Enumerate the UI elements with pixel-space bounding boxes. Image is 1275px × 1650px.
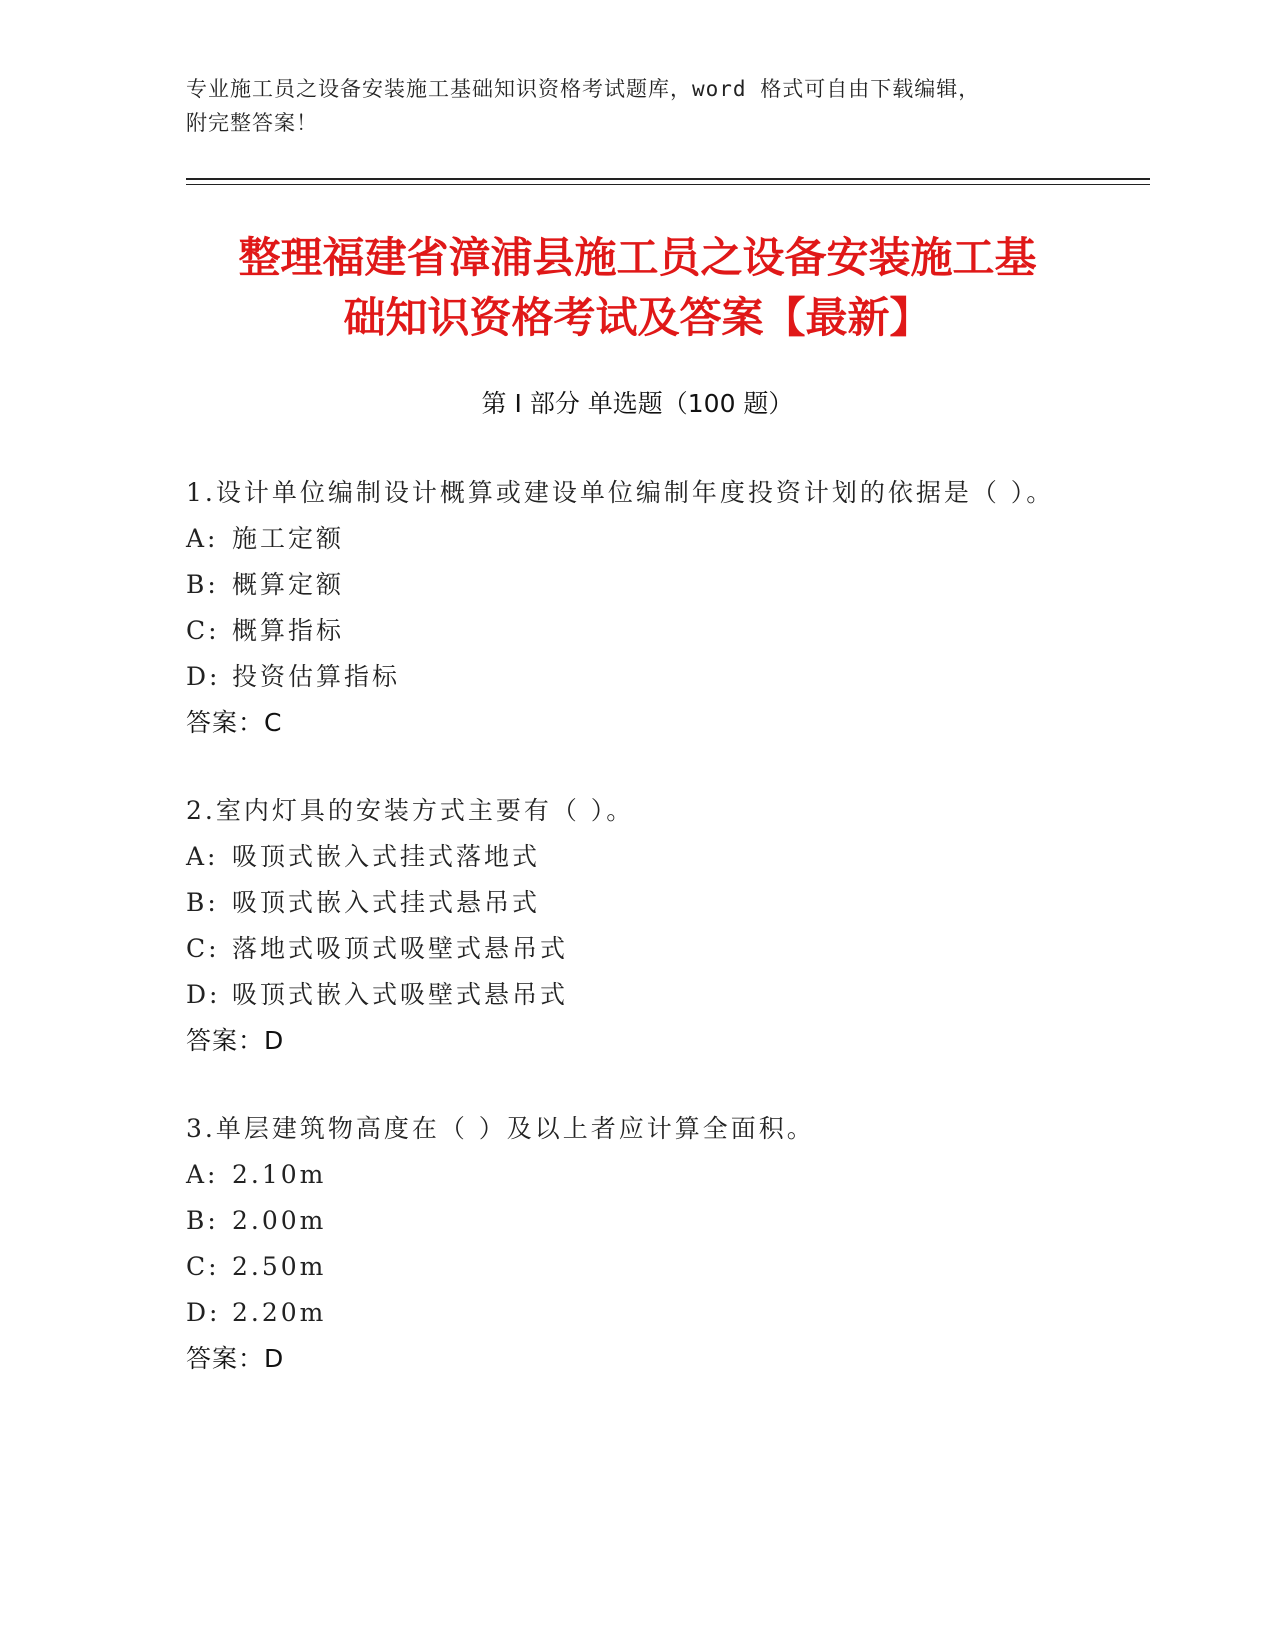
- option-c: [186, 1244, 1076, 1290]
- option-c: [186, 926, 1076, 972]
- option-text: 落地式吸顶式吸壁式悬吊式: [232, 934, 569, 963]
- question-item: [186, 788, 1076, 1064]
- option-a: [186, 834, 1076, 880]
- option-key: A:: [186, 842, 219, 871]
- option-d: [186, 1290, 1076, 1336]
- option-key: C:: [186, 1252, 220, 1281]
- option-key: B:: [186, 888, 219, 917]
- option-c: [186, 608, 1076, 654]
- option-d: [186, 654, 1076, 700]
- option-text: 吸顶式嵌入式吸壁式悬吊式: [232, 980, 569, 1009]
- section-heading: 第 I 部分 单选题（100 题）: [481, 389, 794, 418]
- document-title-line-1: 整理福建省漳浦县施工员之设备安装施工基: [238, 233, 1037, 282]
- option-key: B:: [186, 1206, 219, 1235]
- option-text: 2.20m: [232, 1298, 327, 1327]
- option-a: [186, 1152, 1076, 1198]
- document-title-line-2: 础知识资格考试及答案【最新】: [343, 293, 932, 342]
- answer-line: 答案：C: [186, 708, 283, 737]
- option-text: 2.10m: [232, 1160, 327, 1189]
- option-text: 2.50m: [232, 1252, 327, 1281]
- option-key: D:: [186, 980, 221, 1009]
- option-key: C:: [186, 616, 220, 645]
- option-key: C:: [186, 934, 220, 963]
- header-note-line-2: 附完整答案！: [186, 111, 318, 135]
- option-text: 施工定额: [232, 524, 345, 553]
- document-title: [150, 228, 1125, 348]
- question-item: [186, 1106, 1076, 1382]
- question-list: [186, 470, 1076, 1424]
- header-note-line-1: 专业施工员之设备安装施工基础知识资格考试题库，word 格式可自由下载编辑，: [186, 77, 981, 101]
- option-b: [186, 1198, 1076, 1244]
- answer-line: 答案：D: [186, 1026, 285, 1055]
- option-key: A:: [186, 1160, 219, 1189]
- option-a: [186, 516, 1076, 562]
- question-stem: 1.设计单位编制设计概算或建设单位编制年度投资计划的依据是（ ）。: [186, 478, 1055, 507]
- option-text: 2.00m: [232, 1206, 327, 1235]
- option-key: A:: [186, 524, 219, 553]
- option-key: B:: [186, 570, 219, 599]
- option-b: [186, 562, 1076, 608]
- option-text: 概算定额: [232, 570, 345, 599]
- question-stem: 2.室内灯具的安装方式主要有（ ）。: [186, 796, 635, 825]
- option-text: 投资估算指标: [232, 662, 401, 691]
- option-key: D:: [186, 662, 221, 691]
- header-note: [186, 72, 1066, 140]
- option-d: [186, 972, 1076, 1018]
- question-item: [186, 470, 1076, 746]
- option-text: 吸顶式嵌入式挂式悬吊式: [232, 888, 541, 917]
- option-b: [186, 880, 1076, 926]
- answer-line: 答案：D: [186, 1344, 285, 1373]
- question-stem: 3.单层建筑物高度在（ ）及以上者应计算全面积。: [186, 1114, 815, 1143]
- option-text: 概算指标: [232, 616, 345, 645]
- header-divider-thick: [186, 178, 1150, 180]
- header-divider-thin: [186, 184, 1150, 185]
- option-text: 吸顶式嵌入式挂式落地式: [232, 842, 541, 871]
- option-key: D:: [186, 1298, 221, 1327]
